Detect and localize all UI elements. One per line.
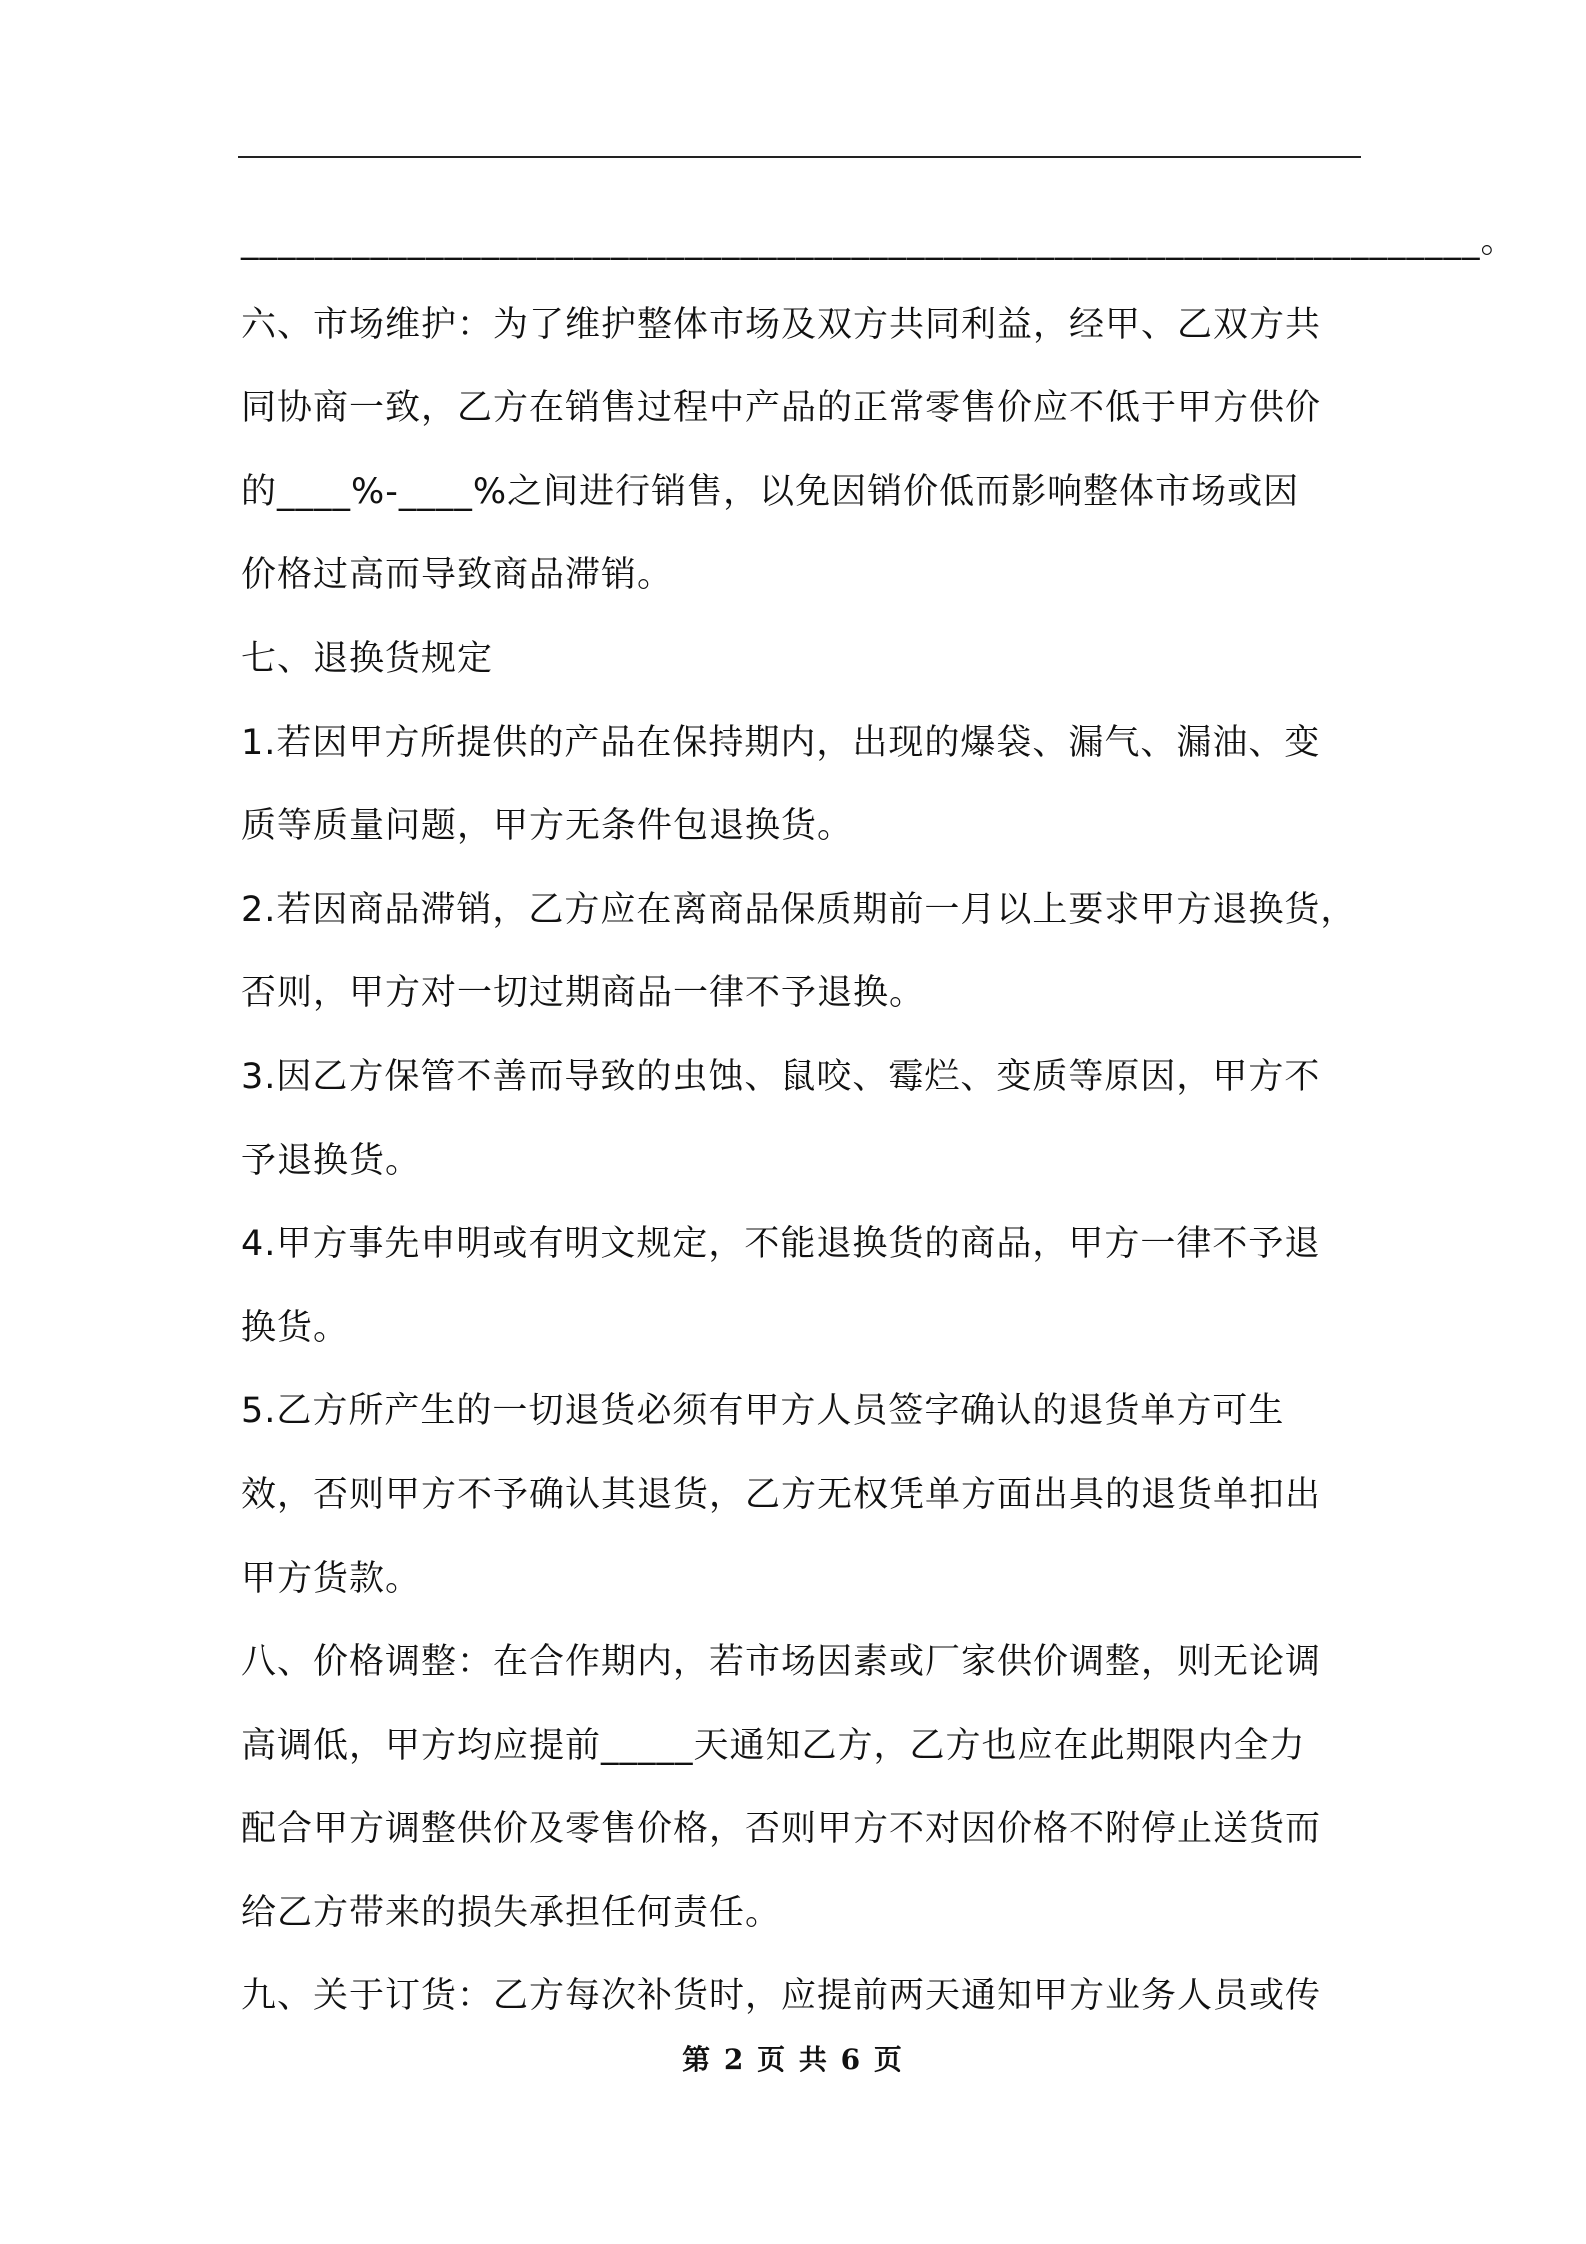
text-line: 配合甲方调整供价及零售价格，否则甲方不对因价格不附停止送货而 bbox=[241, 1809, 1322, 1850]
text-line: 价格过高而导致商品滞销。 bbox=[241, 555, 674, 596]
text-line: ___________________________________________________________________。 bbox=[241, 221, 1517, 261]
text-line: 高调低，甲方均应提前_____天通知乙方，乙方也应在此期限内全力 bbox=[241, 1725, 1306, 1766]
text-line: 2.若因商品滞销，乙方应在离商品保质期前一月以上要求甲方退换货， bbox=[241, 889, 1357, 930]
text-line: 质等质量问题，甲方无条件包退换货。 bbox=[241, 806, 854, 847]
document-body bbox=[241, 200, 1517, 2039]
text-line: 1.若因甲方所提供的产品在保持期内，出现的爆袋、漏气、漏油、变 bbox=[241, 722, 1321, 763]
text-line: 的____%-____%之间进行销售，以免因销价低而影响整体市场或因 bbox=[241, 471, 1300, 512]
text-line: 予退换货。 bbox=[241, 1140, 422, 1181]
page-number: 第 2 页 共 6 页 bbox=[682, 2043, 904, 2076]
text-line: 4.甲方事先申明或有明文规定，不能退换货的商品，甲方一律不予退 bbox=[241, 1224, 1321, 1265]
text-line: 八、价格调整：在合作期内，若市场因素或厂家供价调整，则无论调 bbox=[241, 1642, 1322, 1683]
text-line: 否则，甲方对一切过期商品一律不予退换。 bbox=[241, 973, 926, 1014]
text-line: 5.乙方所产生的一切退货必须有甲方人员签字确认的退货单方可生 bbox=[241, 1391, 1285, 1432]
text-line: 六、市场维护：为了维护整体市场及双方共同利益，经甲、乙双方共 bbox=[241, 304, 1322, 345]
text-line: 七、退换货规定 bbox=[241, 638, 494, 679]
text-line: 给乙方带来的损失承担任何责任。 bbox=[241, 1892, 782, 1933]
text-line: 3.因乙方保管不善而导致的虫蚀、鼠咬、霉烂、变质等原因，甲方不 bbox=[241, 1056, 1321, 1097]
text-line: 换货。 bbox=[241, 1307, 350, 1348]
text-line: 同协商一致，乙方在销售过程中产品的正常零售价应不低于甲方供价 bbox=[241, 388, 1322, 429]
text-line: 九、关于订货：乙方每次补货时，应提前两天通知甲方业务人员或传 bbox=[241, 1976, 1322, 2017]
text-line: 效，否则甲方不予确认其退货，乙方无权凭单方面出具的退货单扣出 bbox=[241, 1474, 1322, 1515]
header-rule bbox=[238, 156, 1361, 158]
text-line: 甲方货款。 bbox=[241, 1558, 422, 1599]
